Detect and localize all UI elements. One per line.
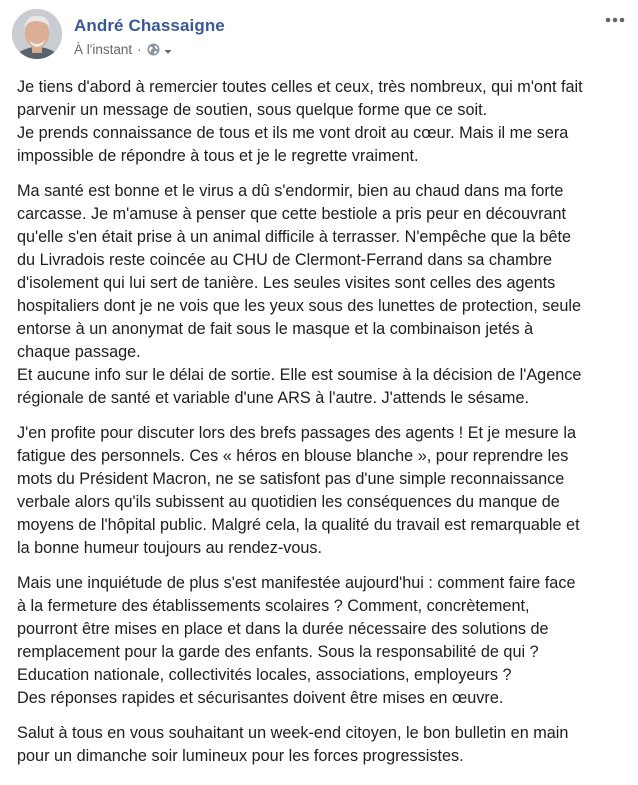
- meta-separator: ·: [137, 42, 142, 57]
- post-paragraph: [17, 572, 625, 710]
- text-line: Et aucune info sur le délai de sortie. Elle est soumise à la décision de l'Agence: [17, 366, 582, 384]
- post-header: [12, 9, 626, 61]
- more-options-icon[interactable]: [604, 13, 626, 25]
- text-line: à la fermeture des établissements scolaires ? Comment, concrètement,: [17, 597, 530, 615]
- avatar[interactable]: [12, 9, 62, 59]
- text-line: Je tiens d'abord à remercier toutes celles et ceux, très nombreux, qui m'ont fait: [17, 78, 583, 96]
- timestamp[interactable]: À l'instant: [74, 42, 133, 57]
- text-line: remplacement pour la garde des enfants. Sous la responsabilité de qui ?: [17, 643, 539, 661]
- post-body: [17, 76, 625, 780]
- post-paragraph: [17, 422, 625, 560]
- text-line: Education nationale, collectivités locales, associations, employeurs ?: [17, 666, 512, 684]
- text-line: Je prends connaissance de tous et ils me vont droit au cœur. Mais il me sera: [17, 124, 569, 142]
- text-line: Des réponses rapides et sécurisantes doivent être mises en œuvre.: [17, 689, 504, 707]
- text-line: J'en profite pour discuter lors des brefs passages des agents ! Et je mesure la: [17, 424, 576, 442]
- author-name[interactable]: André Chassaigne: [74, 16, 225, 35]
- text-line: parvenir un message de soutien, sous quelque forme que ce soit.: [17, 101, 488, 119]
- post-paragraph: [17, 76, 625, 168]
- text-line: impossible de répondre à tous et je le regrette vraiment.: [17, 147, 419, 165]
- post-paragraph: [17, 722, 625, 768]
- text-line: pourront être mises en place et dans la durée nécessaire des solutions de: [17, 620, 549, 638]
- text-line: Salut à tous en vous souhaitant un week-end citoyen, le bon bulletin en main: [17, 724, 569, 742]
- globe-icon[interactable]: [147, 43, 160, 56]
- text-line: la bonne humeur toujours au rendez-vous.: [17, 539, 323, 557]
- text-line: moyens de l'hôpital public. Malgré cela, la qualité du travail est remarquable et: [17, 516, 580, 534]
- text-line: pour un dimanche soir lumineux pour les forces progressistes.: [17, 747, 464, 765]
- text-line: régionale de santé et variable d'une ARS à l'autre. J'attends le sésame.: [17, 389, 529, 407]
- chevron-down-icon[interactable]: [163, 45, 173, 55]
- text-line: chaque passage.: [17, 343, 141, 361]
- text-line: verbale alors qu'ils subissent au quotidien les conséquences du manque de: [17, 493, 560, 511]
- text-line: Ma santé est bonne et le virus a dû s'endormir, bien au chaud dans ma forte: [17, 182, 564, 200]
- post-paragraph: [17, 180, 625, 410]
- post-meta: [74, 42, 173, 57]
- text-line: qu'elle s'en était prise à un animal difficile à terrasser. N'empêche que la bête: [17, 228, 572, 246]
- text-line: hospitaliers dont je ne vois que les yeux sous des lunettes de protection, seule: [17, 297, 582, 315]
- text-line: d'isolement qui lui sert de tanière. Les seules visites sont celles des agents: [17, 274, 556, 292]
- text-line: Mais une inquiétude de plus s'est manifestée aujourd'hui : comment faire face: [17, 574, 576, 592]
- text-line: fatigue des personnels. Ces « héros en blouse blanche », pour reprendre les: [17, 447, 569, 465]
- text-line: mots du Président Macron, ne se satisfont pas d'une simple reconnaissance: [17, 470, 565, 488]
- text-line: carcasse. Je m'amuse à penser que cette bestiole a pris peur en découvrant: [17, 205, 567, 223]
- text-line: du Livradois reste coincée au CHU de Clermont-Ferrand dans sa chambre: [17, 251, 553, 269]
- text-line: entorse à un anonymat de fait sous le masque et la combinaison jetés à: [17, 320, 534, 338]
